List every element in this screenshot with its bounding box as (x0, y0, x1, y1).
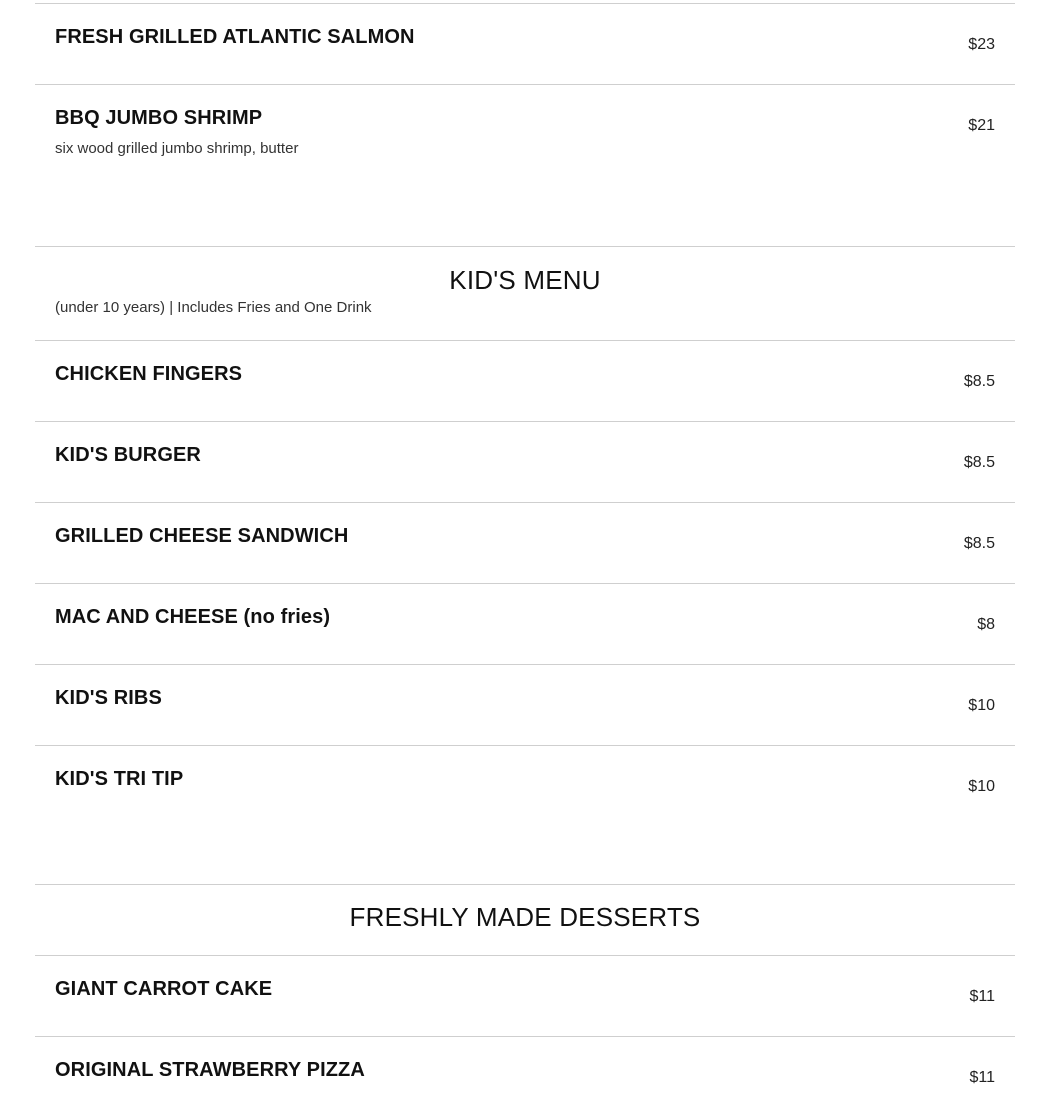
menu-item-name: BBQ JUMBO SHRIMP (55, 107, 263, 129)
menu-item-price: $21 (968, 117, 995, 134)
section-header-kids (35, 247, 1015, 341)
menu-item-price: $8 (977, 616, 995, 633)
menu-item-salmon (35, 4, 1015, 85)
menu-item-kids-tri-tip (35, 746, 1015, 885)
menu-item-name: ORIGINAL STRAWBERRY PIZZA (55, 1059, 365, 1081)
menu-item-shrimp (35, 85, 1015, 247)
menu-item-name: MAC AND CHEESE (no fries) (55, 606, 331, 628)
menu-item-name: GRILLED CHEESE SANDWICH (55, 525, 349, 547)
menu-item-description: six wood grilled jumbo shrimp, butter (55, 140, 299, 157)
menu-item-mac-and-cheese (35, 584, 1015, 665)
menu-item-name: FRESH GRILLED ATLANTIC SALMON (55, 26, 415, 48)
menu-item-kids-burger (35, 422, 1015, 503)
menu-item-carrot-cake (35, 956, 1015, 1037)
menu-item-name: KID'S BURGER (55, 444, 201, 466)
menu-item-price: $23 (968, 36, 995, 53)
menu-item-price: $11 (969, 1069, 995, 1086)
section-header-desserts (35, 885, 1015, 956)
menu-item-name: GIANT CARROT CAKE (55, 978, 273, 1000)
menu-item-name: KID'S TRI TIP (55, 768, 184, 790)
section-subtitle: (under 10 years) | Includes Fries and One Drink (55, 299, 372, 316)
section-title: KID'S MENU (449, 265, 601, 295)
menu-item-kids-ribs (35, 665, 1015, 746)
menu-item-price: $8.5 (963, 373, 995, 390)
menu-item-price: $8.5 (963, 454, 995, 471)
menu-item-chicken-fingers (35, 341, 1015, 422)
menu-item-price: $8.5 (963, 535, 995, 552)
menu-item-strawberry-pizza (35, 1037, 1015, 1105)
menu-item-name: KID'S RIBS (55, 687, 162, 709)
menu-item-name: CHICKEN FINGERS (55, 363, 243, 385)
menu-item-price: $11 (969, 988, 995, 1005)
menu-container (35, 3, 1015, 1105)
menu-item-grilled-cheese (35, 503, 1015, 584)
section-title: FRESHLY MADE DESSERTS (349, 902, 701, 932)
menu-item-price: $10 (968, 778, 995, 795)
menu-item-price: $10 (968, 697, 995, 714)
